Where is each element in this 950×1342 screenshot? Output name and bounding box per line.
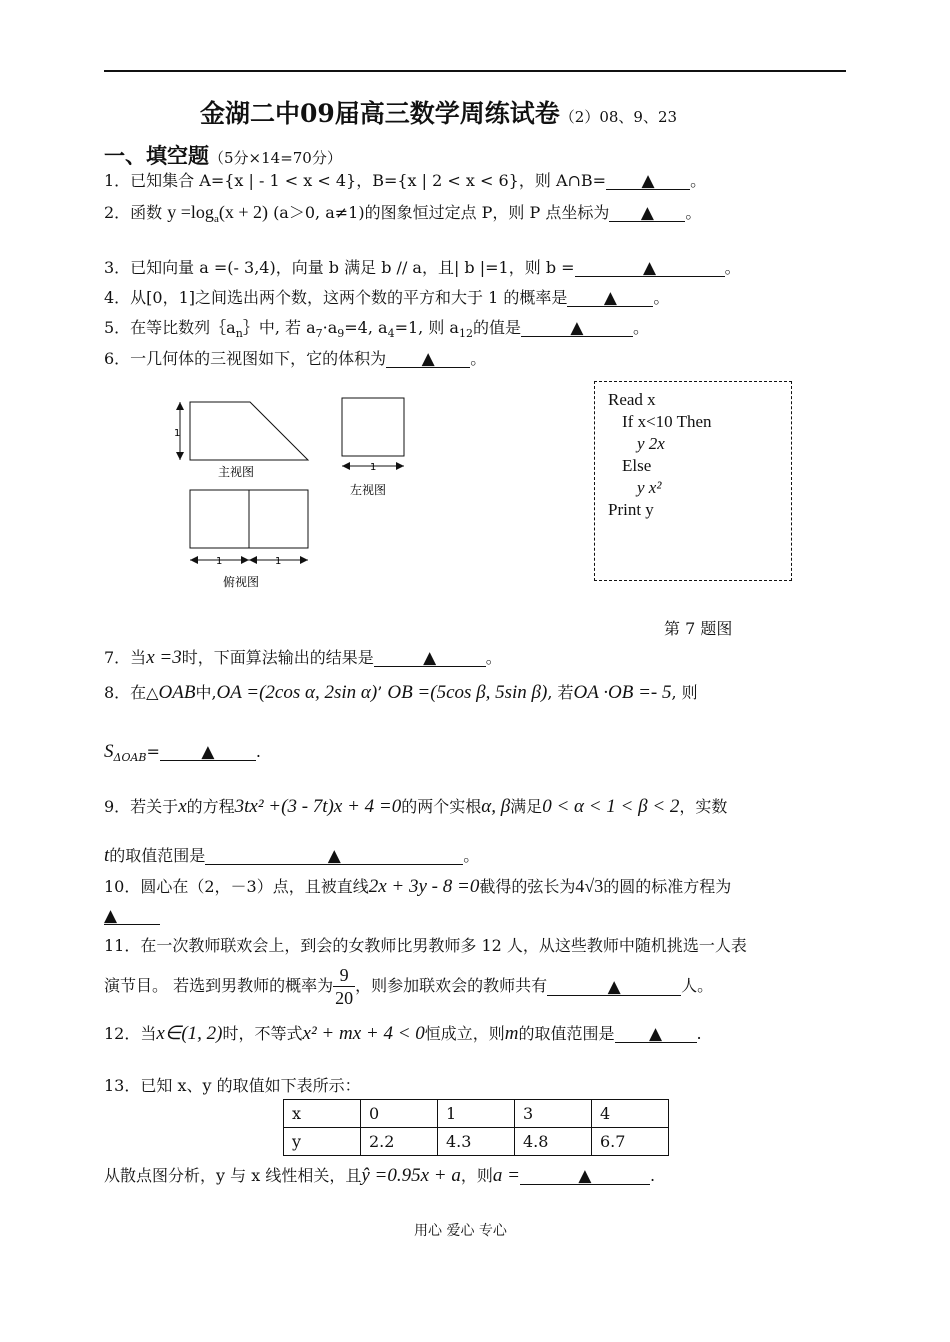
figure-7-caption: 第 7 题图 — [664, 619, 733, 638]
question-1: 1．已知集合 A={x | - 1 < x < 4}，B={x | 2 < x < 6}，则 A∩B= ▲ 。 — [104, 171, 707, 191]
page-footer: 用心 爱心 专心 — [414, 1223, 507, 1239]
answer-blank: ▲ — [160, 742, 256, 761]
question-9-line2: t的取值范围是 ▲ 。 — [104, 845, 480, 866]
algo-line-read: Read x — [608, 390, 656, 409]
answer-blank: ▲ — [609, 203, 685, 222]
algo-line-else: Else — [622, 456, 652, 475]
top-rule — [104, 70, 846, 72]
algo-line-then: y 2x — [637, 434, 665, 453]
answer-blank: ▲ — [205, 846, 463, 865]
answer-blank: ▲ — [567, 288, 653, 307]
log-formula: $y =\log_a(x + 2)$ — [167, 202, 268, 225]
question-7: 7．当x =3时，下面算法输出的结果是 ▲ 。 — [104, 647, 502, 668]
table-cell: 0 — [361, 1100, 438, 1128]
question-10: 10．圆心在（2，－3）点，且被直线2x + 3y - 8 =0截得的弦长为4√3的圆的标准方程为 — [104, 876, 732, 897]
answer-blank: ▲ — [386, 349, 470, 368]
question-3: 3．已知向量 a =(- 3,4)，向量 b 满足 b // a，且| b |=1，则 b = ▲ 。 — [104, 258, 741, 278]
section-heading: 一、填空题（5分×14=70分） — [104, 143, 342, 168]
table-cell: 2.2 — [361, 1128, 438, 1156]
exam-title-suffix: （2）08、9、23 — [559, 108, 678, 126]
table-cell: 6.7 — [592, 1128, 669, 1156]
question-8-area: $S_{\Delta OAB}=$ ▲ . — [104, 741, 261, 764]
section-note: （5分×14=70分） — [209, 149, 342, 167]
front-view-label: 主视图 — [218, 465, 255, 479]
algo-line-if: If x<10 Then — [622, 412, 712, 431]
algo-line-assign: y x² — [637, 478, 662, 497]
answer-blank: ▲ — [547, 977, 681, 996]
question-11-line2: 演节目。 若选到男教师的概率为 $\frac{9}{20}$ ，则参加联欢会的教师共有 ▲ 人。 — [104, 964, 714, 1008]
table-row-x — [284, 1100, 669, 1128]
svg-text:1: 1 — [275, 556, 282, 567]
left-view-label: 左视图 — [350, 483, 387, 497]
answer-blank: ▲ — [575, 258, 725, 277]
question-4: 4．从[0，1]之间选出两个数，这两个数的平方和大于 1 的概率是 ▲ 。 — [104, 288, 670, 308]
question-13: 13．已知 x、y 的取值如下表所示： — [104, 1076, 361, 1095]
answer-blank: ▲ — [615, 1024, 697, 1043]
answer-blank: ▲ — [520, 1166, 650, 1185]
question-12: 12．当x∈(1, 2)时，不等式x² + mx + 4 < 0恒成立，则m的取值范围是 ▲ . — [104, 1023, 702, 1044]
algorithm-box — [594, 381, 792, 581]
answer-blank: ▲ — [521, 318, 633, 337]
question-5: 5．在等比数列$\{a_n\}$中, 若 $a_7\cdot a_9=4$, $a_4=1$, 则 $a_{12}$的值是 ▲ 。 — [104, 318, 649, 340]
algo-line-print: Print y — [608, 500, 654, 519]
table-cell: 4.3 — [438, 1128, 515, 1156]
front-dim-label: 1 — [174, 428, 181, 439]
question-10-blank — [104, 906, 160, 926]
three-view-figure — [160, 388, 430, 593]
question-8: 8．在△OAB中,OA =(2cos α, 2sin α)’ OB =(5cos β, 5sin β), 若OA ·OB =- 5, 则 — [104, 682, 698, 703]
question-13-line2: 从散点图分析，y 与 x 线性相关，且ŷ =0.95x + a，则a = ▲ . — [104, 1165, 656, 1186]
front-view-shape — [190, 402, 308, 460]
table-cell: 4 — [592, 1100, 669, 1128]
svg-text:1: 1 — [216, 556, 223, 567]
answer-blank: ▲ — [374, 648, 486, 667]
table-cell: y — [284, 1128, 361, 1156]
table-cell: 3 — [515, 1100, 592, 1128]
answer-blank: ▲ — [606, 171, 690, 190]
left-view-shape — [342, 398, 404, 456]
answer-blank: ▲ — [104, 906, 160, 925]
xy-table — [283, 1099, 669, 1156]
question-11: 11．在一次教师联欢会上，到会的女教师比男教师多 12 人，从这些教师中随机挑选一人表 — [104, 936, 747, 955]
question-9: 9．若关于x的方程3tx² +(3 - 7t)x + 4 =0的两个实根α, β满足0 < α < 1 < β < 2，实数 — [104, 796, 728, 817]
exam-title: 金湖二中09届高三数学周练试卷（2）08、9、23 — [200, 99, 678, 128]
table-cell: 4.8 — [515, 1128, 592, 1156]
question-6: 6．一几何体的三视图如下，它的体积为 ▲ 。 — [104, 349, 487, 369]
table-cell: x — [284, 1100, 361, 1128]
left-dim-label: 1 — [370, 462, 377, 473]
fraction-9-20: $\frac{9}{20}$ — [335, 964, 354, 1008]
question-2: 2．函数 $y =\log_a(x + 2)$ (a＞0, a≠1)的图象恒过定点 P，则 P 点坐标为 ▲ 。 — [104, 202, 702, 225]
table-cell: 1 — [438, 1100, 515, 1128]
table-row-y — [284, 1128, 669, 1156]
top-view-label: 俯视图 — [223, 575, 260, 589]
